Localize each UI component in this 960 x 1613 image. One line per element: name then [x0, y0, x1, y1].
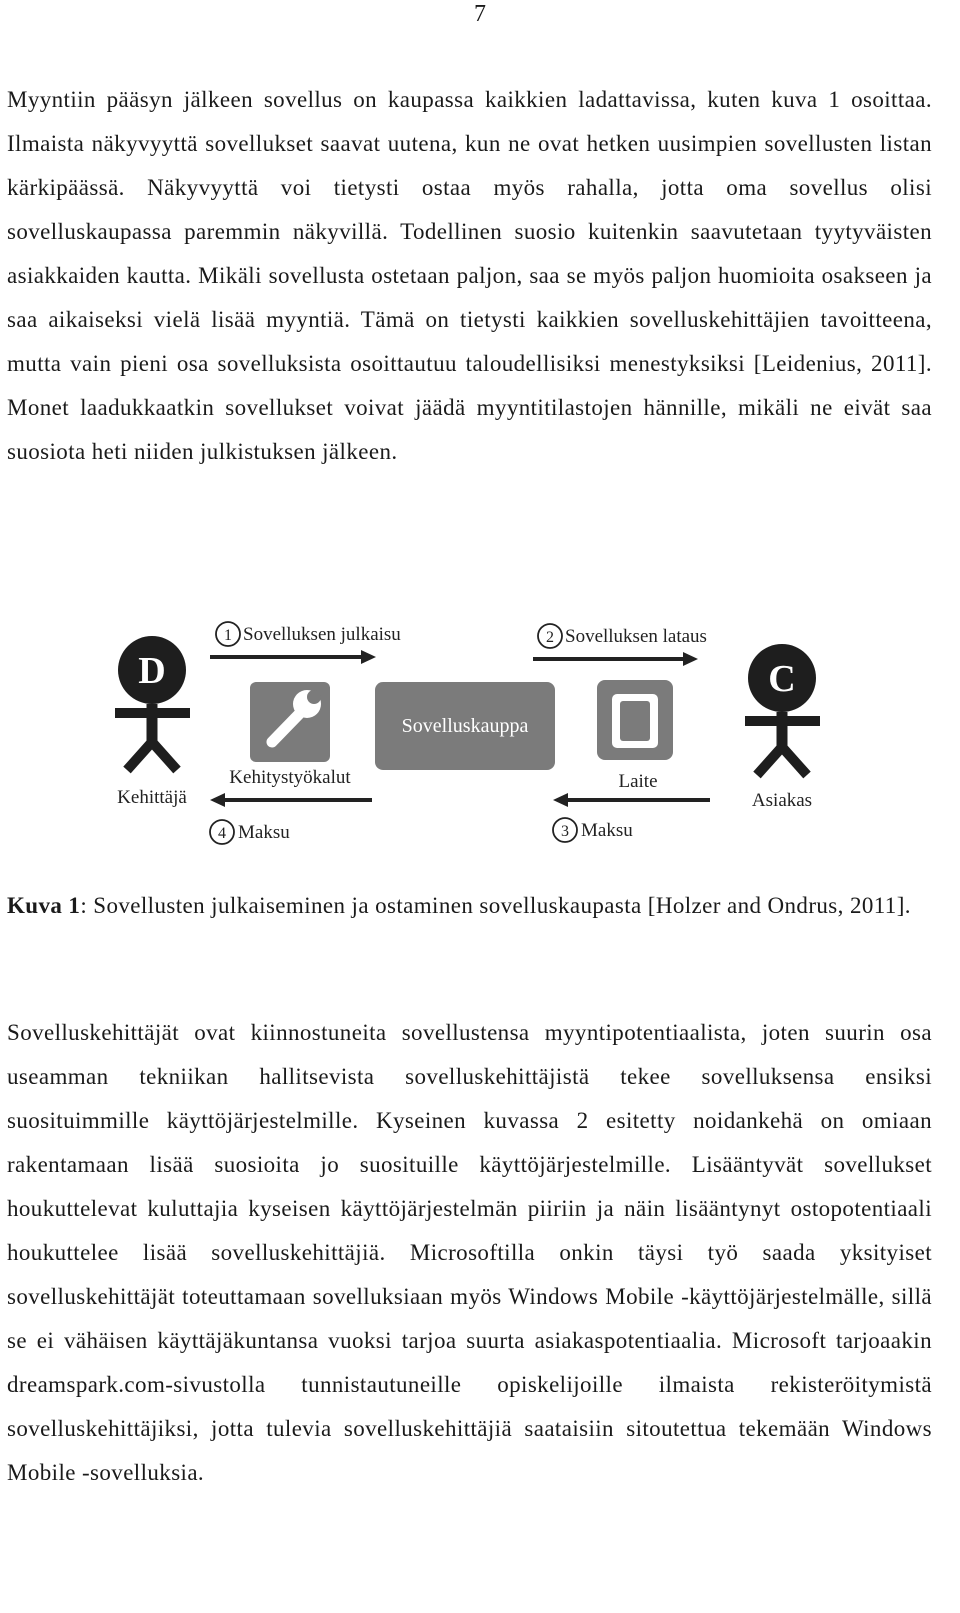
customer-figure [745, 644, 820, 775]
step3-number: 3 [561, 823, 569, 840]
step3-arrow [553, 793, 710, 807]
caption-label: Kuva 1 [7, 893, 81, 918]
step1-label: Sovelluksen julkaisu [243, 624, 401, 645]
body-paragraph-2: Sovelluskehittäjät ovat kiinnostuneita sovellustensa myyntipotentiaalista, joten suurin osa useamman tekniikan hallitsevista sovelluskehittäjistä tekee sovelluksensa ensiksi suosituimmille käyttöjärjestelmille. Kyseinen kuvassa 2 esitetty noidankehä on omiaan rakentamaan lisää suosioita jo suosituille käyttöjärjestelmille. Lisääntyvät sovellukset houkuttelevat kuluttajia kyseisen käyttöjärjestelmän piiriin ja näin lisääntynyt ostopotentiaali houkuttelee lisää sovelluskehittäjiä. Microsoftilla onkin täysi työ saada yksityiset sovelluskehittäjät toteuttamaan sovelluksiaan myös Windows Mobile -käyttöjärjestelmälle, sillä se ei vähäisen käyttäjäkuntansa vuoksi tarjoa suurta asiakaspotentiaalia. Microsoft tarjoaakin dreamspark.com-sivustolla tunnistautuneille opiskelijoille ilmaista rekisteröitymistä sovelluskehittäjiksi, jotta tulevia sovelluskehittäjiä saataisiin sitoutettua tekemään Windows Mobile -sovelluksia. [7, 1020, 932, 1485]
developer-figure [115, 636, 190, 770]
app-store-figure [100, 600, 860, 860]
developer-label: Kehittäjä [117, 787, 187, 808]
step2-number: 2 [546, 629, 554, 646]
step2-arrow [533, 652, 698, 666]
customer-letter: C [768, 658, 796, 700]
developer-letter: D [138, 650, 166, 692]
page-number: 7 [474, 1, 486, 27]
device-icon [597, 680, 673, 760]
caption-text: : Sovellusten julkaiseminen ja ostaminen sovelluskaupasta [Holzer and Ondrus, 2011]. [80, 893, 911, 918]
store-label: Sovelluskauppa [401, 715, 529, 737]
body-paragraph-1: Myyntiin pääsyn jälkeen sovellus on kaupassa kaikkien ladattavissa, kuten kuva 1 osoittaa. Ilmaista näkyvyyttä sovellukset saavat uutena, kun ne ovat hetken uusimpien sovellusten listan kärkipäässä. Näkyvyyttä voi tietysti ostaa myös rahalla, jotta oma sovellus olisi sovelluskaupassa paremmin näkyvillä. Todellinen suosio kuitenkin saavutetaan tyytyväisten asiakkaiden kautta. Mikäli sovellusta ostetaan paljon, saa se myös paljon huomioita osakseen ja saa aikaiseksi vielä lisää myyntiä. Tämä on tietysti kaikkien sovelluskehittäjien tavoitteena, mutta vain pieni osa sovelluksista osoittautuu taloudellisiksi menestyksiksi [Leidenius, 2011]. Monet laadukkaatkin sovellukset voivat jäädä myyntitilastojen hännille, mikäli ne eivät saa suosiota heti niiden julkistuksen jälkeen. [7, 87, 932, 464]
step3-label: Maksu [581, 820, 633, 841]
step2-label: Sovelluksen lataus [565, 626, 707, 647]
device-label: Laite [618, 771, 658, 792]
step1-number: 1 [224, 627, 232, 644]
customer-label: Asiakas [751, 790, 813, 811]
step1-arrow [210, 650, 376, 664]
figure-caption [7, 884, 932, 928]
step4-arrow [210, 793, 372, 807]
step4-label: Maksu [238, 822, 290, 843]
wrench-icon [250, 682, 330, 762]
tools-label: Kehitystyökalut [229, 767, 351, 788]
step4-number: 4 [218, 825, 226, 842]
